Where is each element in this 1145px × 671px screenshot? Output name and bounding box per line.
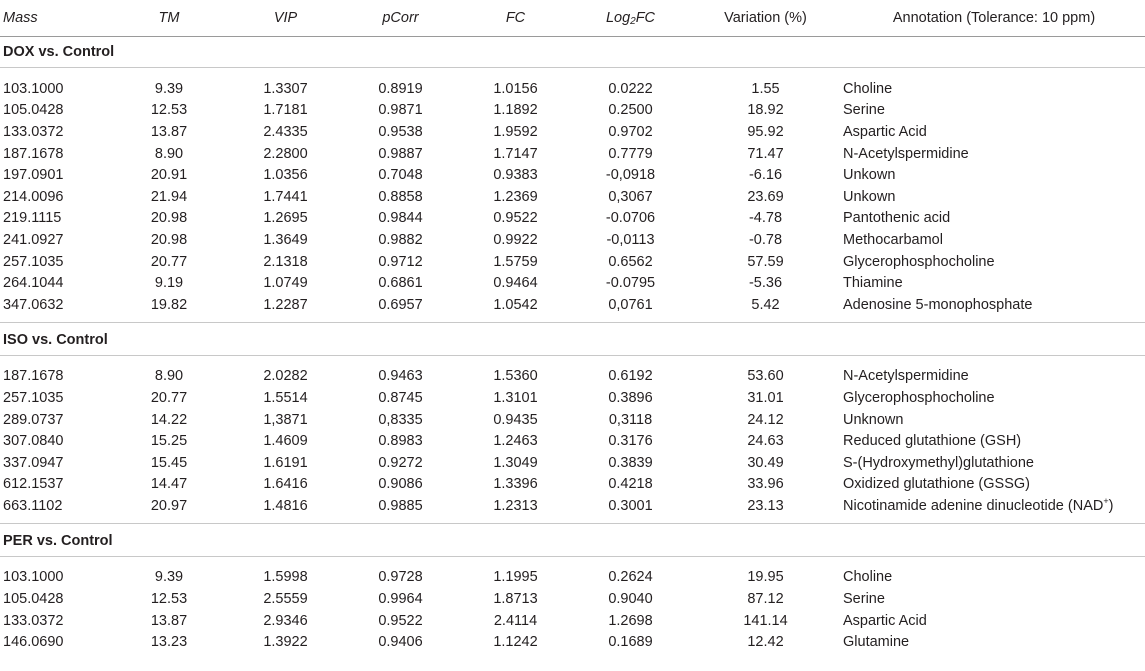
cell-variation: 19.95	[747, 569, 784, 586]
group-header-row	[0, 325, 1145, 356]
cell-annotation: Choline	[843, 80, 893, 97]
cell-vip: 2.1318	[263, 253, 308, 270]
cell-annotation: Unkown	[843, 188, 896, 205]
cell-vip: 1.3649	[263, 231, 308, 248]
cell-annotation: N-Acetylspermidine	[843, 368, 969, 385]
cell-log2fc: -0,0113	[606, 231, 655, 248]
cell-tm: 14.22	[150, 411, 188, 428]
cell-vip: 1.0749	[263, 275, 308, 292]
table-row	[0, 164, 1145, 186]
cell-mass: 307.0840	[3, 433, 64, 450]
cell-log2fc: 0.6562	[608, 253, 653, 270]
cell-fc: 1.0156	[493, 80, 538, 97]
cell-mass: 103.1000	[3, 80, 64, 97]
cell-pcorr: 0.9712	[378, 253, 423, 270]
cell-pcorr: 0.6957	[378, 296, 423, 313]
cell-pcorr: 0.9871	[378, 102, 423, 119]
cell-variation: 31.01	[747, 389, 784, 406]
cell-mass: 337.0947	[3, 454, 64, 471]
cell-pcorr: 0.8858	[378, 188, 423, 205]
cell-vip: 1.3307	[263, 80, 308, 97]
cell-tm: 19.82	[150, 296, 188, 313]
cell-pcorr: 0.8919	[378, 80, 423, 97]
cell-variation: 18.92	[747, 102, 784, 119]
cell-annotation: Unkown	[843, 167, 896, 184]
cell-tm: 9.39	[154, 80, 184, 97]
cell-fc: 1.3101	[493, 389, 538, 406]
cell-log2fc: 0.3176	[608, 433, 653, 450]
cell-log2fc: 0.4218	[608, 476, 653, 493]
cell-variation: -4.78	[748, 210, 783, 227]
cell-vip: 1.6416	[263, 476, 308, 493]
table-row	[0, 588, 1145, 610]
cell-tm: 13.87	[150, 612, 188, 629]
cell-fc: 1.1892	[493, 102, 538, 119]
cell-annotation: S-(Hydroxymethyl)glutathione	[843, 454, 1034, 471]
cell-mass: 214.0096	[3, 188, 64, 205]
cell-log2fc: 0.3896	[608, 389, 653, 406]
table-row	[0, 430, 1145, 452]
table-row	[0, 474, 1145, 496]
cell-variation: 1.55	[751, 80, 780, 97]
table-row	[0, 495, 1145, 517]
group-header-row	[0, 37, 1145, 68]
cell-annotation: Glutamine	[843, 634, 910, 651]
cell-log2fc: 0.2500	[608, 102, 653, 119]
cell-pcorr: 0.7048	[378, 167, 423, 184]
annotation-suffix: )	[1108, 497, 1114, 514]
cell-annotation: Serine	[843, 102, 885, 119]
cell-annotation: Glycerophosphocholine	[843, 253, 995, 270]
table-row	[0, 229, 1145, 251]
cell-mass: 257.1035	[3, 389, 64, 406]
cell-tm: 20.97	[150, 497, 188, 514]
cell-mass: 187.1678	[3, 368, 64, 385]
cell-annotation: Adenosine 5-monophosphate	[843, 296, 1033, 313]
cell-vip: 2.4335	[263, 123, 308, 140]
table-row	[0, 610, 1145, 632]
cell-annotation: Glycerophosphocholine	[843, 389, 995, 406]
table-row	[0, 631, 1145, 653]
cell-tm: 13.87	[150, 123, 188, 140]
cell-log2fc: 0.6192	[608, 368, 653, 385]
cell-variation: -5.36	[748, 275, 783, 292]
cell-pcorr: 0.9882	[378, 231, 423, 248]
cell-pcorr: 0.9538	[378, 123, 423, 140]
cell-variation: 23.69	[747, 188, 784, 205]
cell-vip: 1.2695	[263, 210, 308, 227]
cell-variation: 23.13	[747, 497, 784, 514]
cell-log2fc: 0,3067	[608, 188, 653, 205]
cell-tm: 21.94	[150, 188, 188, 205]
table-row	[0, 387, 1145, 409]
group-title: PER vs. Control	[0, 526, 1145, 557]
cell-annotation: Thiamine	[843, 275, 903, 292]
group-title: DOX vs. Control	[0, 37, 1145, 68]
table-row	[0, 567, 1145, 589]
cell-mass: 347.0632	[3, 296, 64, 313]
cell-fc: 2.4114	[493, 612, 538, 629]
cell-tm: 20.77	[150, 253, 188, 270]
group-title: ISO vs. Control	[0, 325, 1145, 356]
header-annotation: Annotation (Tolerance: 10 ppm)	[843, 0, 1145, 37]
cell-variation: 24.63	[747, 433, 784, 450]
cell-pcorr: 0.9964	[378, 591, 423, 608]
cell-fc: 1.2369	[493, 188, 538, 205]
cell-pcorr: 0.9522	[378, 612, 423, 629]
table-row	[0, 143, 1145, 165]
cell-vip: 2.5559	[263, 591, 308, 608]
header-mass: Mass	[0, 0, 110, 37]
cell-fc: 1.2313	[493, 497, 538, 514]
table-row	[0, 366, 1145, 388]
table-row	[0, 294, 1145, 316]
cell-variation: -6.16	[748, 167, 783, 184]
table-row	[0, 186, 1145, 208]
cell-variation: 57.59	[747, 253, 784, 270]
table-row	[0, 251, 1145, 273]
cell-variation: 141.14	[743, 612, 788, 629]
cell-fc: 0.9922	[493, 231, 538, 248]
cell-tm: 14.47	[150, 476, 188, 493]
cell-vip: 1.5998	[263, 569, 308, 586]
cell-mass: 105.0428	[3, 591, 64, 608]
cell-vip: 1.0356	[263, 167, 308, 184]
cell-mass: 264.1044	[3, 275, 64, 292]
cell-tm: 15.25	[150, 433, 188, 450]
cell-annotation: Reduced glutathione (GSH)	[843, 433, 1022, 450]
cell-mass: 133.0372	[3, 612, 64, 629]
cell-pcorr: 0.9272	[378, 454, 423, 471]
cell-variation: 33.96	[747, 476, 784, 493]
header-pcorr: pCorr	[343, 0, 458, 37]
header-vip: VIP	[228, 0, 343, 37]
cell-log2fc: 0.0222	[608, 80, 653, 97]
cell-vip: 1.3922	[263, 634, 308, 651]
cell-vip: 1.7441	[263, 188, 308, 205]
cell-annotation: Methocarbamol	[843, 231, 943, 248]
header-log2fc-sub: 2	[630, 16, 636, 27]
cell-variation: -0.78	[748, 231, 783, 248]
cell-tm: 12.53	[150, 591, 188, 608]
table-row	[0, 208, 1145, 230]
cell-mass: 146.0690	[3, 634, 64, 651]
cell-fc: 1.3396	[493, 476, 538, 493]
table-row	[0, 121, 1145, 143]
cell-pcorr: 0.9887	[378, 145, 423, 162]
cell-vip: 1.5514	[263, 389, 308, 406]
cell-pcorr: 0.9463	[378, 368, 423, 385]
cell-mass: 187.1678	[3, 145, 64, 162]
annotation-superscript: +	[1103, 496, 1109, 507]
cell-vip: 2.9346	[263, 612, 308, 629]
cell-pcorr: 0.9086	[378, 476, 423, 493]
cell-pcorr: 0.9885	[378, 497, 423, 514]
cell-tm: 20.91	[150, 167, 188, 184]
cell-pcorr: 0.8983	[378, 433, 423, 450]
cell-vip: 1.4609	[263, 433, 308, 450]
cell-mass: 241.0927	[3, 231, 64, 248]
cell-mass: 105.0428	[3, 102, 64, 119]
cell-log2fc: -0.0795	[605, 275, 656, 292]
cell-vip: 1,3871	[263, 411, 308, 428]
table-row	[0, 409, 1145, 431]
cell-variation: 30.49	[747, 454, 784, 471]
cell-pcorr: 0.9406	[378, 634, 423, 651]
cell-log2fc: 0.1689	[608, 634, 653, 651]
cell-variation: 71.47	[747, 145, 784, 162]
header-fc: FC	[458, 0, 573, 37]
cell-log2fc: -0.0706	[605, 210, 656, 227]
cell-fc: 1.8713	[493, 591, 538, 608]
cell-log2fc: 0.9040	[608, 591, 653, 608]
cell-pcorr: 0.9728	[378, 569, 423, 586]
cell-pcorr: 0.8745	[378, 389, 423, 406]
cell-mass: 289.0737	[3, 411, 64, 428]
cell-annotation: Aspartic Acid	[843, 612, 927, 629]
cell-variation: 87.12	[747, 591, 784, 608]
cell-annotation: Aspartic Acid	[843, 123, 927, 140]
cell-variation: 95.92	[747, 123, 784, 140]
cell-tm: 20.98	[150, 210, 188, 227]
cell-mass: 133.0372	[3, 123, 64, 140]
cell-tm: 20.98	[150, 231, 188, 248]
cell-variation: 24.12	[747, 411, 784, 428]
cell-annotation	[843, 495, 1145, 517]
table-row	[0, 452, 1145, 474]
table-row	[0, 100, 1145, 122]
cell-log2fc: 0,0761	[608, 296, 653, 313]
cell-fc: 1.3049	[493, 454, 538, 471]
cell-log2fc: 0.2624	[608, 569, 653, 586]
cell-vip: 1.4816	[263, 497, 308, 514]
cell-mass: 612.1537	[3, 476, 64, 493]
cell-fc: 1.2463	[493, 433, 538, 450]
cell-fc: 0.9522	[493, 210, 538, 227]
cell-variation: 53.60	[747, 368, 784, 385]
cell-fc: 1.1995	[493, 569, 538, 586]
cell-annotation: Unknown	[843, 411, 904, 428]
cell-fc: 1.5759	[493, 253, 538, 270]
cell-vip: 2.0282	[263, 368, 308, 385]
cell-tm: 8.90	[154, 368, 184, 385]
cell-variation: 5.42	[751, 296, 780, 313]
cell-annotation: Choline	[843, 569, 893, 586]
cell-tm: 13.23	[150, 634, 188, 651]
annotation-text: Nicotinamide adenine dinucleotide (NAD	[843, 497, 1104, 514]
cell-vip: 1.2287	[263, 296, 308, 313]
header-log2fc-prefix: Log	[605, 10, 631, 26]
cell-pcorr: 0.6861	[378, 275, 423, 292]
header-tm: TM	[110, 0, 228, 37]
cell-pcorr: 0.9844	[378, 210, 423, 227]
cell-vip: 1.7181	[263, 102, 308, 119]
cell-log2fc: 1.2698	[608, 612, 653, 629]
cell-fc: 0.9435	[493, 411, 538, 428]
cell-log2fc: 0.7779	[608, 145, 653, 162]
group-header-row	[0, 526, 1145, 557]
cell-log2fc: 0.9702	[608, 123, 653, 140]
header-log2fc	[573, 0, 688, 37]
cell-fc: 1.9592	[493, 123, 538, 140]
cell-fc: 1.7147	[493, 145, 538, 162]
cell-vip: 1.6191	[263, 454, 308, 471]
cell-pcorr: 0,8335	[378, 411, 423, 428]
header-row	[0, 0, 1145, 37]
cell-tm: 9.19	[154, 275, 184, 292]
cell-annotation: Pantothenic acid	[843, 210, 951, 227]
header-log2fc-suffix: FC	[635, 10, 656, 26]
cell-fc: 1.5360	[493, 368, 538, 385]
cell-tm: 20.77	[150, 389, 188, 406]
cell-tm: 8.90	[154, 145, 184, 162]
cell-log2fc: 0.3001	[608, 497, 653, 514]
cell-mass: 257.1035	[3, 253, 64, 270]
cell-fc: 0.9383	[493, 167, 538, 184]
cell-annotation: Serine	[843, 591, 885, 608]
cell-fc: 1.0542	[493, 296, 538, 313]
cell-mass: 103.1000	[3, 569, 64, 586]
cell-fc: 1.1242	[493, 634, 538, 651]
cell-vip: 2.2800	[263, 145, 308, 162]
cell-tm: 15.45	[150, 454, 188, 471]
table-row	[0, 78, 1145, 100]
header-variation: Variation (%)	[688, 0, 843, 37]
cell-fc: 0.9464	[493, 275, 538, 292]
cell-log2fc: -0,0918	[605, 167, 656, 184]
table-row	[0, 272, 1145, 294]
cell-annotation: N-Acetylspermidine	[843, 145, 969, 162]
cell-mass: 663.1102	[3, 497, 63, 514]
cell-tm: 12.53	[150, 102, 188, 119]
cell-annotation: Oxidized glutathione (GSSG)	[843, 476, 1030, 493]
table-body	[0, 37, 1145, 660]
cell-tm: 9.39	[154, 569, 184, 586]
cell-log2fc: 0.3839	[608, 454, 653, 471]
cell-log2fc: 0,3118	[608, 411, 653, 428]
cell-variation: 12.42	[747, 634, 784, 651]
cell-mass: 219.1115	[3, 210, 62, 227]
cell-mass: 197.0901	[3, 167, 64, 184]
